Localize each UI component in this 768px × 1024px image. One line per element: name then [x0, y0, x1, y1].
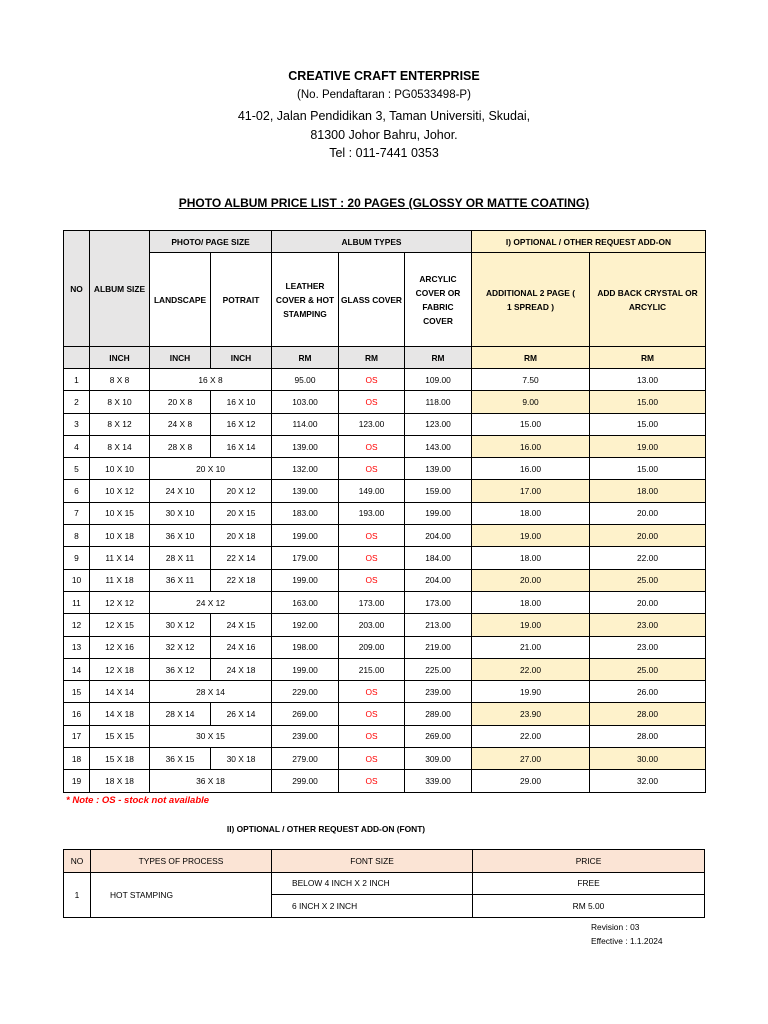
photo-size-cell: 30 X 15 — [150, 725, 272, 747]
t2-font-size-1: BELOW 4 INCH X 2 INCH — [272, 872, 473, 895]
photo-size-cell: 28 X 14 — [150, 681, 272, 703]
no-cell: 4 — [64, 435, 90, 457]
table-row — [64, 614, 706, 636]
additional-page-price-cell: 15.00 — [472, 413, 590, 435]
leather-price-cell: 183.00 — [272, 502, 339, 524]
no-cell: 3 — [64, 413, 90, 435]
additional-page-price-cell: 18.00 — [472, 591, 590, 613]
leather-price-cell: 229.00 — [272, 681, 339, 703]
landscape-cell: 28 X 14 — [150, 703, 211, 725]
album-size-cell: 10 X 15 — [90, 502, 150, 524]
glass-price-cell: OS — [339, 703, 405, 725]
additional-page-price-cell: 22.00 — [472, 658, 590, 680]
additional-page-price-cell: 9.00 — [472, 391, 590, 413]
no-cell: 17 — [64, 725, 90, 747]
no-cell: 12 — [64, 614, 90, 636]
price-list-title: PHOTO ALBUM PRICE LIST : 20 PAGES (GLOSSY OR MATTE COATING) — [178, 196, 590, 210]
arcylic-price-cell: 269.00 — [405, 725, 472, 747]
landscape-cell: 24 X 10 — [150, 480, 211, 502]
t2-header-font-size: FONT SIZE — [272, 850, 473, 873]
leather-price-cell: 269.00 — [272, 703, 339, 725]
potrait-cell: 30 X 18 — [211, 748, 272, 770]
glass-price-cell: OS — [339, 391, 405, 413]
landscape-cell: 30 X 10 — [150, 502, 211, 524]
no-cell: 16 — [64, 703, 90, 725]
no-cell: 1 — [64, 369, 90, 391]
unit-rm: RM — [272, 347, 339, 369]
glass-price-cell: 123.00 — [339, 413, 405, 435]
t2-no: 1 — [64, 872, 91, 917]
no-cell: 19 — [64, 770, 90, 792]
potrait-cell: 24 X 18 — [211, 658, 272, 680]
potrait-cell: 20 X 12 — [211, 480, 272, 502]
no-cell: 2 — [64, 391, 90, 413]
album-size-cell: 12 X 12 — [90, 591, 150, 613]
landscape-cell: 36 X 12 — [150, 658, 211, 680]
leather-price-cell: 163.00 — [272, 591, 339, 613]
table-row — [64, 658, 706, 680]
album-size-cell: 14 X 14 — [90, 681, 150, 703]
header-optional-addon: I) OPTIONAL / OTHER REQUEST ADD-ON — [472, 231, 706, 253]
table-row — [64, 458, 706, 480]
potrait-cell: 20 X 15 — [211, 502, 272, 524]
potrait-cell: 16 X 10 — [211, 391, 272, 413]
glass-price-cell: OS — [339, 369, 405, 391]
unit-inch: INCH — [90, 347, 150, 369]
t2-price-2: RM 5.00 — [473, 895, 705, 918]
album-size-cell: 14 X 18 — [90, 703, 150, 725]
unit-rm: RM — [405, 347, 472, 369]
arcylic-price-cell: 309.00 — [405, 748, 472, 770]
table-row — [64, 369, 706, 391]
table-row — [64, 547, 706, 569]
album-size-cell: 10 X 10 — [90, 458, 150, 480]
arcylic-price-cell: 173.00 — [405, 591, 472, 613]
glass-price-cell: OS — [339, 458, 405, 480]
table-row — [64, 435, 706, 457]
header-glass-cover: GLASS COVER — [339, 253, 405, 347]
arcylic-price-cell: 199.00 — [405, 502, 472, 524]
glass-price-cell: OS — [339, 547, 405, 569]
glass-price-cell: OS — [339, 569, 405, 591]
back-crystal-price-cell: 25.00 — [590, 569, 706, 591]
address-line-1: 41-02, Jalan Pendidikan 3, Taman Universiti, Skudai, — [237, 109, 531, 123]
unit-rm: RM — [339, 347, 405, 369]
arcylic-price-cell: 213.00 — [405, 614, 472, 636]
no-cell: 9 — [64, 547, 90, 569]
table-row — [64, 413, 706, 435]
landscape-cell: 32 X 12 — [150, 636, 211, 658]
no-cell: 15 — [64, 681, 90, 703]
revision: Revision : 03 — [591, 922, 640, 932]
table-row — [64, 591, 706, 613]
header-back-crystal: ADD BACK CRYSTAL OR ARCYLIC — [590, 253, 706, 347]
album-size-cell: 12 X 16 — [90, 636, 150, 658]
price-table — [63, 230, 706, 793]
phone-number: Tel : 011-7441 0353 — [329, 146, 439, 160]
landscape-cell: 36 X 15 — [150, 748, 211, 770]
leather-price-cell: 132.00 — [272, 458, 339, 480]
leather-price-cell: 103.00 — [272, 391, 339, 413]
album-size-cell: 8 X 8 — [90, 369, 150, 391]
glass-price-cell: OS — [339, 770, 405, 792]
landscape-cell: 30 X 12 — [150, 614, 211, 636]
unit-inch: INCH — [150, 347, 211, 369]
header-leather-cover: LEATHER COVER & HOT STAMPING — [272, 253, 339, 347]
leather-price-cell: 114.00 — [272, 413, 339, 435]
leather-price-cell: 279.00 — [272, 748, 339, 770]
arcylic-price-cell: 339.00 — [405, 770, 472, 792]
back-crystal-price-cell: 28.00 — [590, 725, 706, 747]
table-row — [64, 480, 706, 502]
album-size-cell: 15 X 15 — [90, 725, 150, 747]
album-size-cell: 8 X 12 — [90, 413, 150, 435]
back-crystal-price-cell: 15.00 — [590, 413, 706, 435]
glass-price-cell: OS — [339, 435, 405, 457]
glass-price-cell: OS — [339, 681, 405, 703]
landscape-cell: 20 X 8 — [150, 391, 211, 413]
glass-price-cell: 173.00 — [339, 591, 405, 613]
glass-price-cell: 215.00 — [339, 658, 405, 680]
unit-blank — [64, 347, 90, 369]
back-crystal-price-cell: 20.00 — [590, 591, 706, 613]
no-cell: 5 — [64, 458, 90, 480]
album-size-cell: 11 X 14 — [90, 547, 150, 569]
leather-price-cell: 199.00 — [272, 569, 339, 591]
album-size-cell: 8 X 10 — [90, 391, 150, 413]
potrait-cell: 24 X 16 — [211, 636, 272, 658]
table-row — [64, 636, 706, 658]
landscape-cell: 28 X 11 — [150, 547, 211, 569]
additional-page-price-cell: 16.00 — [472, 458, 590, 480]
table-row — [64, 703, 706, 725]
no-cell: 18 — [64, 748, 90, 770]
potrait-cell: 26 X 14 — [211, 703, 272, 725]
album-size-cell: 12 X 18 — [90, 658, 150, 680]
album-size-cell: 10 X 18 — [90, 525, 150, 547]
font-addon-table — [63, 849, 705, 918]
leather-price-cell: 199.00 — [272, 658, 339, 680]
landscape-cell: 36 X 10 — [150, 525, 211, 547]
photo-size-cell: 24 X 12 — [150, 591, 272, 613]
glass-price-cell: 149.00 — [339, 480, 405, 502]
header-arcylic-cover: ARCYLIC COVER OR FABRIC COVER — [405, 253, 472, 347]
arcylic-price-cell: 239.00 — [405, 681, 472, 703]
arcylic-price-cell: 225.00 — [405, 658, 472, 680]
no-cell: 11 — [64, 591, 90, 613]
table-row — [64, 502, 706, 524]
company-name: CREATIVE CRAFT ENTERPRISE — [288, 69, 480, 83]
additional-page-price-cell: 17.00 — [472, 480, 590, 502]
potrait-cell: 20 X 18 — [211, 525, 272, 547]
table-row — [64, 391, 706, 413]
t2-header-price: PRICE — [473, 850, 705, 873]
stock-note: * Note : OS - stock not available — [66, 795, 210, 806]
glass-price-cell: OS — [339, 525, 405, 547]
landscape-cell: 36 X 11 — [150, 569, 211, 591]
back-crystal-price-cell: 20.00 — [590, 525, 706, 547]
effective-date: Effective : 1.1.2024 — [591, 936, 663, 946]
unit-inch: INCH — [211, 347, 272, 369]
additional-page-price-cell: 20.00 — [472, 569, 590, 591]
photo-size-cell: 20 X 10 — [150, 458, 272, 480]
leather-price-cell: 239.00 — [272, 725, 339, 747]
table-row — [64, 681, 706, 703]
table-row — [64, 770, 706, 792]
additional-page-price-cell: 19.00 — [472, 525, 590, 547]
t2-header-process: TYPES OF PROCESS — [91, 850, 272, 873]
album-size-cell: 8 X 14 — [90, 435, 150, 457]
back-crystal-price-cell: 22.00 — [590, 547, 706, 569]
back-crystal-price-cell: 23.00 — [590, 636, 706, 658]
header-album-types: ALBUM TYPES — [272, 231, 472, 253]
landscape-cell: 24 X 8 — [150, 413, 211, 435]
glass-price-cell: 209.00 — [339, 636, 405, 658]
leather-price-cell: 199.00 — [272, 525, 339, 547]
t2-font-size-2: 6 INCH X 2 INCH — [272, 895, 473, 918]
arcylic-price-cell: 123.00 — [405, 413, 472, 435]
glass-price-cell: 203.00 — [339, 614, 405, 636]
photo-size-cell: 16 X 8 — [150, 369, 272, 391]
unit-rm: RM — [590, 347, 706, 369]
no-cell: 14 — [64, 658, 90, 680]
back-crystal-price-cell: 32.00 — [590, 770, 706, 792]
glass-price-cell: OS — [339, 725, 405, 747]
photo-size-cell: 36 X 18 — [150, 770, 272, 792]
no-cell: 8 — [64, 525, 90, 547]
additional-page-price-cell: 27.00 — [472, 748, 590, 770]
arcylic-price-cell: 204.00 — [405, 569, 472, 591]
album-size-cell: 18 X 18 — [90, 770, 150, 792]
landscape-cell: 28 X 8 — [150, 435, 211, 457]
table-row — [64, 748, 706, 770]
header-album-size: ALBUM SIZE — [90, 231, 150, 347]
additional-page-price-cell: 7.50 — [472, 369, 590, 391]
album-size-cell: 15 X 18 — [90, 748, 150, 770]
arcylic-price-cell: 204.00 — [405, 525, 472, 547]
t2-header-no: NO — [64, 850, 91, 873]
table-row — [64, 525, 706, 547]
arcylic-price-cell: 289.00 — [405, 703, 472, 725]
leather-price-cell: 299.00 — [272, 770, 339, 792]
potrait-cell: 24 X 15 — [211, 614, 272, 636]
leather-price-cell: 139.00 — [272, 480, 339, 502]
additional-page-price-cell: 21.00 — [472, 636, 590, 658]
arcylic-price-cell: 219.00 — [405, 636, 472, 658]
potrait-cell: 22 X 18 — [211, 569, 272, 591]
no-cell: 10 — [64, 569, 90, 591]
registration-number: (No. Pendaftaran : PG0533498-P) — [297, 89, 471, 101]
additional-page-price-cell: 29.00 — [472, 770, 590, 792]
back-crystal-price-cell: 30.00 — [590, 748, 706, 770]
glass-price-cell: OS — [339, 748, 405, 770]
back-crystal-price-cell: 13.00 — [590, 369, 706, 391]
back-crystal-price-cell: 20.00 — [590, 502, 706, 524]
additional-page-price-cell: 19.90 — [472, 681, 590, 703]
additional-page-price-cell: 23.90 — [472, 703, 590, 725]
back-crystal-price-cell: 15.00 — [590, 391, 706, 413]
no-cell: 6 — [64, 480, 90, 502]
header-additional-page: ADDITIONAL 2 PAGE ( 1 SPREAD ) — [472, 253, 590, 347]
glass-price-cell: 193.00 — [339, 502, 405, 524]
leather-price-cell: 139.00 — [272, 435, 339, 457]
additional-page-price-cell: 19.00 — [472, 614, 590, 636]
header-potrait: POTRAIT — [211, 253, 272, 347]
no-cell: 7 — [64, 502, 90, 524]
arcylic-price-cell: 184.00 — [405, 547, 472, 569]
additional-page-price-cell: 18.00 — [472, 502, 590, 524]
additional-page-price-cell: 22.00 — [472, 725, 590, 747]
arcylic-price-cell: 139.00 — [405, 458, 472, 480]
company-address — [0, 107, 768, 163]
leather-price-cell: 198.00 — [272, 636, 339, 658]
album-size-cell: 11 X 18 — [90, 569, 150, 591]
back-crystal-price-cell: 19.00 — [590, 435, 706, 457]
address-line-2: 81300 Johor Bahru, Johor. — [310, 127, 458, 142]
back-crystal-price-cell: 26.00 — [590, 681, 706, 703]
back-crystal-price-cell: 28.00 — [590, 703, 706, 725]
additional-page-price-cell: 16.00 — [472, 435, 590, 457]
potrait-cell: 22 X 14 — [211, 547, 272, 569]
album-size-cell: 12 X 15 — [90, 614, 150, 636]
leather-price-cell: 95.00 — [272, 369, 339, 391]
t2-process: HOT STAMPING — [91, 872, 272, 917]
unit-rm: RM — [472, 347, 590, 369]
t2-price-1: FREE — [473, 872, 705, 895]
back-crystal-price-cell: 23.00 — [590, 614, 706, 636]
header-no: NO — [64, 231, 90, 347]
back-crystal-price-cell: 25.00 — [590, 658, 706, 680]
header-landscape: LANDSCAPE — [150, 253, 211, 347]
arcylic-price-cell: 143.00 — [405, 435, 472, 457]
potrait-cell: 16 X 14 — [211, 435, 272, 457]
back-crystal-price-cell: 15.00 — [590, 458, 706, 480]
leather-price-cell: 179.00 — [272, 547, 339, 569]
leather-price-cell: 192.00 — [272, 614, 339, 636]
font-addon-title: II) OPTIONAL / OTHER REQUEST ADD-ON (FONT) — [226, 824, 426, 834]
table-row — [64, 725, 706, 747]
back-crystal-price-cell: 18.00 — [590, 480, 706, 502]
no-cell: 13 — [64, 636, 90, 658]
additional-page-price-cell: 18.00 — [472, 547, 590, 569]
arcylic-price-cell: 109.00 — [405, 369, 472, 391]
arcylic-price-cell: 118.00 — [405, 391, 472, 413]
arcylic-price-cell: 159.00 — [405, 480, 472, 502]
album-size-cell: 10 X 12 — [90, 480, 150, 502]
table-row — [64, 569, 706, 591]
header-photo-page-size: PHOTO/ PAGE SIZE — [150, 231, 272, 253]
potrait-cell: 16 X 12 — [211, 413, 272, 435]
